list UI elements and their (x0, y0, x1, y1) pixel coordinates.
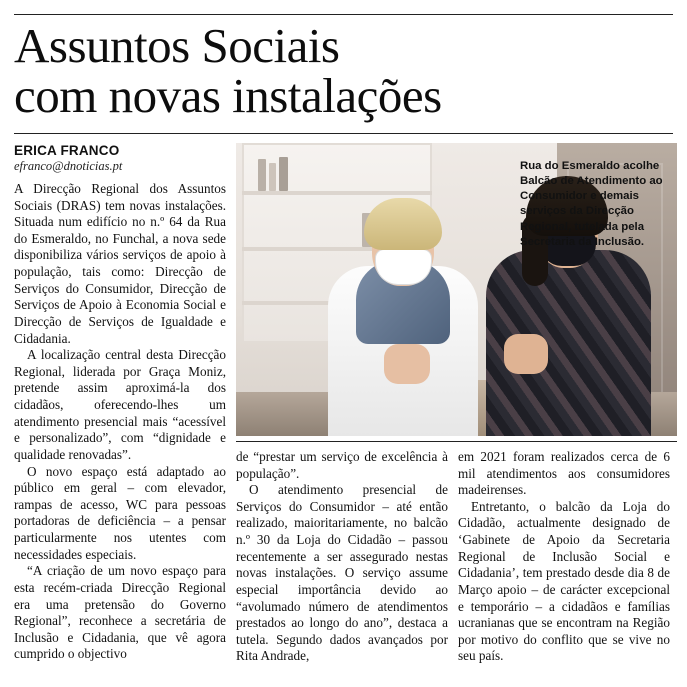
byline-email[interactable]: efranco@dnoticias.pt (14, 158, 123, 173)
paragraph: O novo espaço está adaptado ao público em geral – com elevador, rampas de acesso, WC para pessoas portadoras de deficiência – a pensar particularmente nos utentes com necessidades especiais. (14, 463, 226, 562)
column-right (458, 449, 670, 665)
paragraph: O atendimento presencial de Serviços do Consumidor – até então realizado, maioritariamente, no balcão n.º 30 da Loja do Cidadão – passou recentemente a ser assegurado nestas novas instalações. O serviço assume especial importância devido ao “avolumado número de atendimentos prestados ao longo do ano”, destaca a tutela. Segundo dados avançados por Rita Andrade, (236, 482, 448, 664)
article-lower-columns (236, 449, 677, 665)
headline-line-2: com novas instalações (14, 67, 442, 123)
article-photo-block (236, 143, 677, 665)
column-left (14, 143, 226, 663)
paragraph: de “prestar um serviço de excelência à população”. (236, 448, 448, 481)
article-top-area (14, 143, 673, 665)
top-rule (14, 14, 673, 15)
photo-caption: Rua do Esmeraldo acolhe Balcão de Atendimento ao Consumidor e demais serviços da Direcção Regional, tutelada pela Secretaria da Inclusão. (520, 159, 663, 248)
article-photo (236, 143, 677, 436)
photo-person-left (328, 186, 478, 436)
paragraph: A localização central desta Direcção Regional, liderada por Graça Moniz, pretende assim aproximá-la dos cidadãos, oferecendo-lhes um atendimento presencial mais “acessível e personalizado”, com “dignidade e qualidade renovadas”. (14, 347, 226, 462)
headline-line-1: Assuntos Sociais (14, 18, 340, 73)
paragraph: A Direcção Regional dos Assuntos Sociais (DRAS) tem novas instalações. Situada num edifício no n.º 64 da Rua do Esmeraldo, no Funchal, a nova sede disponibiliza vários serviços de apoio à população, tais como: Direcção de Serviços do Consumidor, Direcção de Serviços de Apoio à Economia Social e Direcção de Serviços de Igualdade e Cidadania. (14, 180, 226, 346)
photo-rule (236, 441, 677, 442)
paragraph: Entretanto, o balcão da Loja do Cidadão, actualmente designado de ‘Gabinete de Apoio da Secretaria Regional de Inclusão Social e Cidadania’, tem prestado desde dia 8 de Março apoio – de carácter excepcional e temporário – a cidadãos e famílias ucranianas que se encontram na Região por motivo do conflito que se vive no seu país. (458, 498, 670, 664)
face-mask-icon (376, 250, 431, 284)
headline-rule (14, 133, 673, 134)
page-title (14, 18, 673, 123)
byline-author: ERICA FRANCO (14, 142, 120, 158)
paragraph: “A criação de um novo espaço para esta recém-criada Direcção Regional era uma pretensão do Governo Regional”, reconhece a secretária de Inclusão e Cidadania, que vê agora cumprido o objectivo (14, 563, 226, 662)
paragraph: em 2021 foram realizados cerca de 6 mil atendimentos aos consumidores madeirenses. (458, 448, 670, 498)
column-middle (236, 449, 448, 665)
